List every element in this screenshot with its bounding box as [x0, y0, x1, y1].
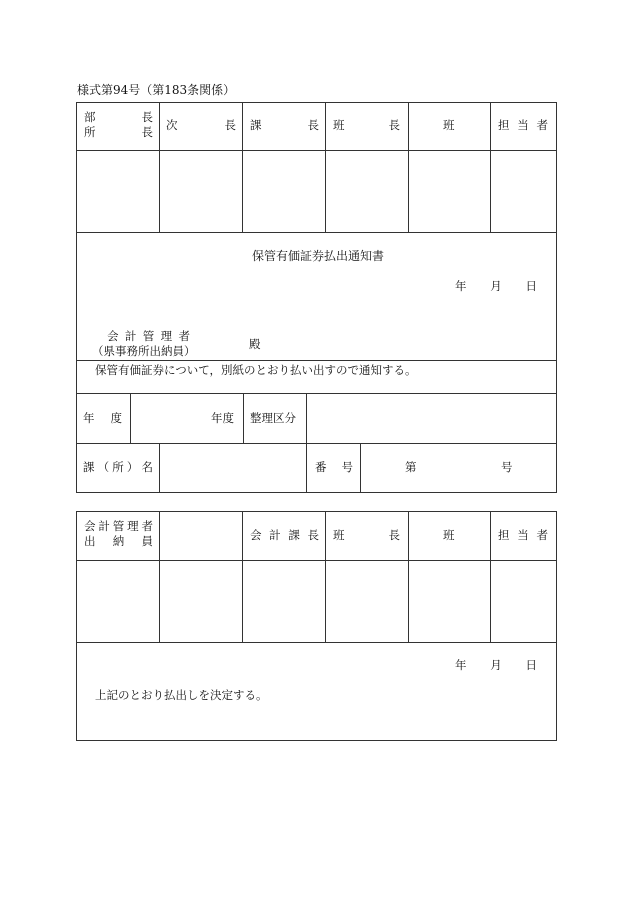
header-dept-head: 部 長	[84, 110, 153, 124]
header-accountant: 会 計 管 理 者	[84, 519, 153, 533]
fiscal-year-label: 年 度	[83, 411, 122, 425]
header-accounting-chief: 会 計 課 長	[250, 528, 319, 542]
header-team-bottom: 班	[443, 528, 455, 542]
header-vice-director: 次 長	[166, 118, 236, 132]
number-prefix: 第	[405, 460, 417, 474]
stamp-cell-vice-director[interactable]	[160, 151, 242, 232]
decision-date: 年 月 日	[455, 658, 537, 672]
stamp-cell-blank[interactable]	[160, 561, 242, 642]
notice-date: 年 月 日	[455, 279, 537, 293]
stamp-cell-dept-head[interactable]	[77, 151, 159, 232]
section-name-field[interactable]	[160, 444, 306, 492]
number-field[interactable]	[420, 444, 500, 492]
addressee-accountant: 会 計 管 理 者	[107, 329, 190, 343]
stamp-cell-team-leader[interactable]	[326, 151, 408, 232]
header-office-head: 所 長	[84, 125, 153, 139]
stamp-cell-accounting-chief[interactable]	[243, 561, 325, 642]
number-suffix: 号	[501, 460, 513, 474]
fiscal-year-suffix: 年度	[211, 411, 234, 425]
stamp-cell-staff-bottom[interactable]	[491, 561, 556, 642]
category-field[interactable]	[307, 394, 556, 443]
notice-title: 保管有価証券払出通知書	[252, 249, 385, 263]
stamp-cell-section-chief[interactable]	[243, 151, 325, 232]
decision-body: 上記のとおり払出しを決定する。	[95, 688, 268, 702]
stamp-cell-accountant[interactable]	[77, 561, 159, 642]
stamp-cell-team-leader-bottom[interactable]	[326, 561, 408, 642]
header-staff: 担 当 者	[498, 118, 548, 132]
number-label: 番 号	[315, 460, 353, 474]
category-label: 整理区分	[250, 411, 296, 425]
notice-body: 保管有価証券について，別紙のとおり払い出すので通知する。	[95, 363, 417, 377]
stamp-cell-team-bottom[interactable]	[409, 561, 490, 642]
header-section-chief: 課 長	[250, 118, 319, 132]
stamp-cell-team[interactable]	[409, 151, 490, 232]
header-staff-bottom: 担 当 者	[498, 528, 548, 542]
form-number: 様式第94号（第183条関係）	[77, 83, 236, 97]
header-team: 班	[443, 118, 455, 132]
header-team-leader-bottom: 班 長	[333, 528, 400, 542]
header-team-leader: 班 長	[333, 118, 400, 132]
stamp-cell-staff[interactable]	[491, 151, 556, 232]
addressee-office-cashier: （県事務所出納員）	[92, 344, 196, 358]
honorific: 殿	[249, 337, 261, 351]
header-cashier: 出 納 員	[84, 534, 153, 548]
section-name-label: 課 （ 所 ） 名	[83, 460, 153, 474]
